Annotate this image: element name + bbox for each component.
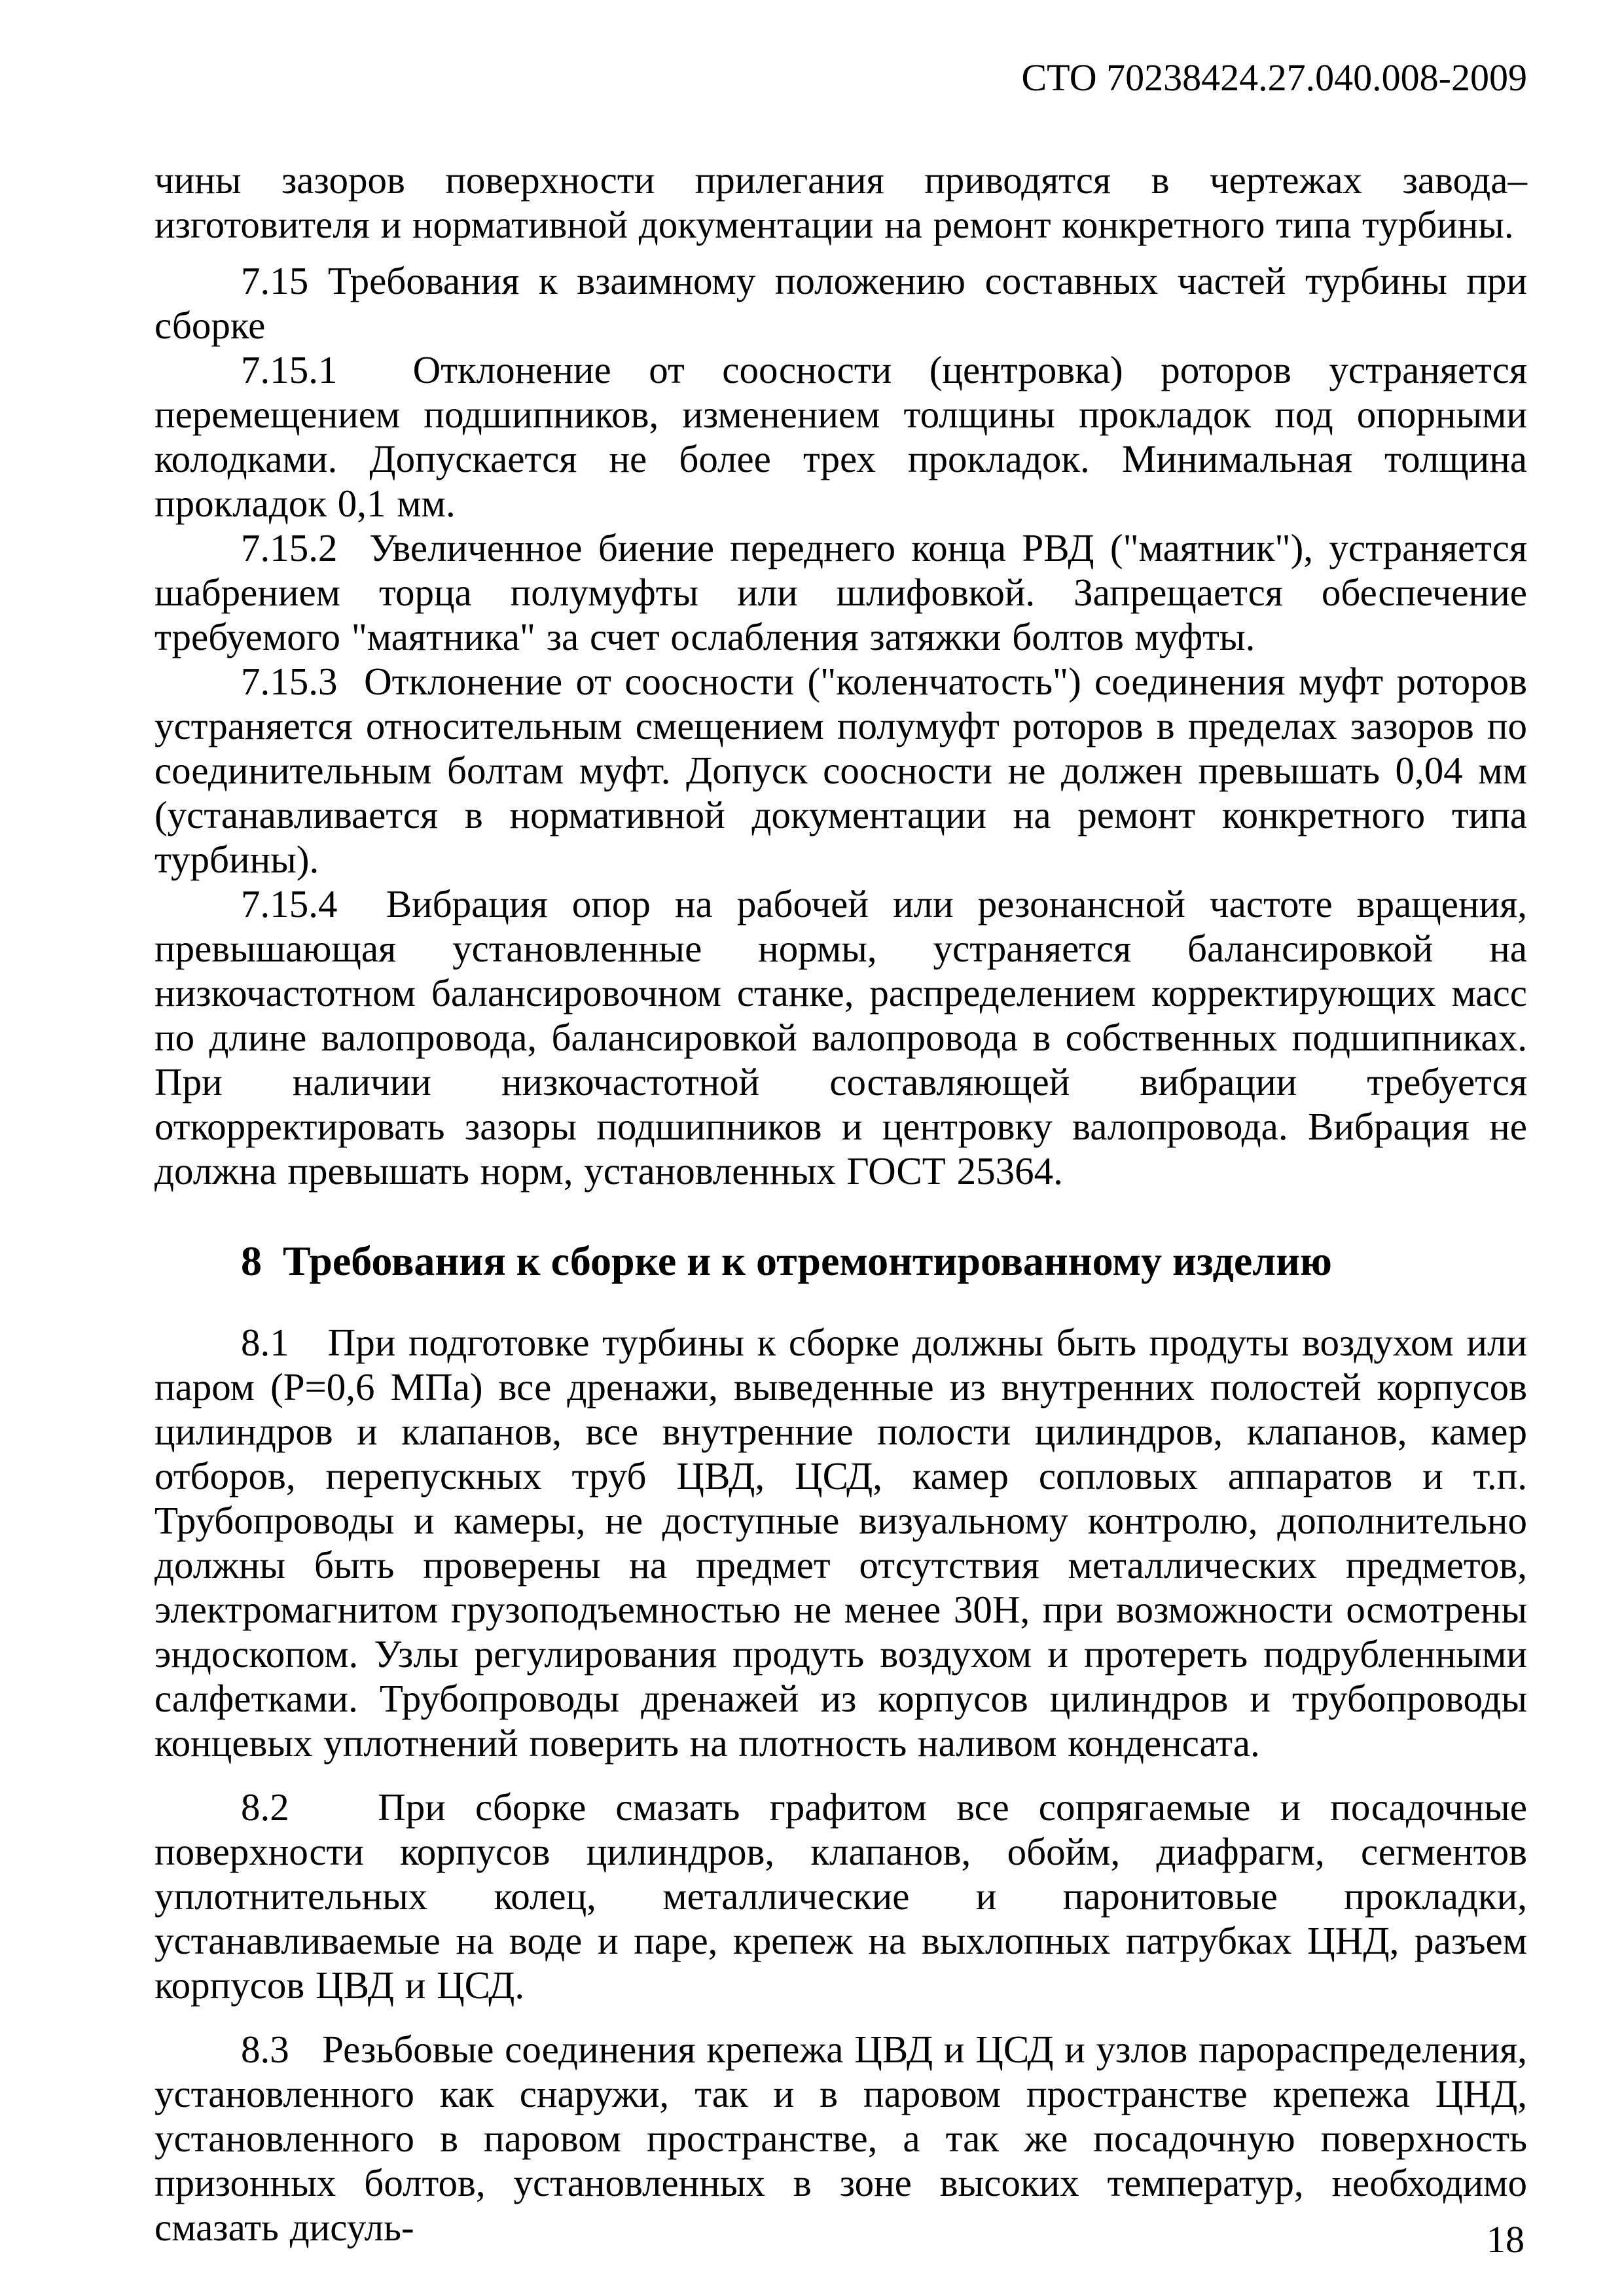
document-standard-code-header: СТО 70238424.27.040.008-2009 <box>1021 56 1527 99</box>
paragraph-7-15-3: 7.15.3 Отклонение от соосности ("коленчатость") соединения муфт роторов устраняется относительным смещением полумуфт роторов в пределах зазоров по соединительным болтам муфт. Допуск соосности не должен превышать 0,04 мм (устанавливается в нормативной документации на ремонт конкретного типа турбины). <box>154 660 1527 881</box>
paragraph-7-15-2: 7.15.2 Увеличенное биение переднего конца РВД ("маятник"), устраняется шабрением торца полумуфты или шлифовкой. Запрещается обеспечение требуемого "маятника" за счет ослабления затяжки болтов муфты. <box>154 526 1527 658</box>
paragraph-8-3: 8.3 Резьбовые соединения крепежа ЦВД и ЦСД и узлов парораспределения, установленного как снаружи, так и в паровом пространстве крепежа ЦНД, установленного в паровом пространстве, а так же посадочную поверхность призонных болтов, установленных в зоне высоких температур, необходимо смазать дисуль- <box>154 2028 1527 2249</box>
paragraph-8-1: 8.1 При подготовке турбины к сборке должны быть продуты воздухом или паром (Р=0,6 МПа) все дренажи, выведенные из внутренних полостей корпусов цилиндров и клапанов, все внутренние полости цилиндров, клапанов, камер отборов, перепускных труб ЦВД, ЦСД, камер сопловых аппаратов и т.п. Трубопроводы и камеры, не доступные визуальному контролю, дополнительно должны быть проверены на предмет отсутствия металлических предметов, электромагнитом грузоподъемностью не менее 30Н, при возможности осмотрены эндоскопом. Узлы регулирования продуть воздухом и протереть подрубленными салфетками. Трубопроводы дренажей из корпусов цилиндров и трубопроводы концевых уплотнений поверить на плотность наливом конденсата. <box>154 1321 1527 1765</box>
paragraph-7-15-1: 7.15.1 Отклонение от соосности (центровка) роторов устраняется перемещением подшипников, изменением толщины прокладок под опорными колодками. Допускается не более трех прокладок. Минимальная толщина прокладок 0,1 мм. <box>154 348 1527 525</box>
paragraph-7-15-4: 7.15.4 Вибрация опор на рабочей или резонансной частоте вращения, превышающая установленные нормы, устраняется балансировкой на низкочастотном балансировочном станке, распределением корректирующих масс по длине валопровода, балансировкой валопровода в собственных подшипниках. При наличии низкочастотной составляющей вибрации требуется откорректировать зазоры подшипников и центровку валопровода. Вибрация не должна превышать норм, установленных ГОСТ 25364. <box>154 882 1527 1193</box>
paragraph-8-2: 8.2 При сборке смазать графитом все сопрягаемые и посадочные поверхности корпусов цилиндров, клапанов, обойм, диафрагм, сегментов уплотнительных колец, металлические и паронитовые прокладки, устанавливаемые на воде и паре, крепеж на выхлопных патрубках ЦНД, разъем корпусов ЦВД и ЦСД. <box>154 1785 1527 2007</box>
paragraph-continuation: чины зазоров поверхности прилегания приводятся в чертежах завода–изготовителя и нормативной документации на ремонт конкретного типа турбины. <box>154 158 1527 246</box>
document-body <box>154 158 1527 2250</box>
page-number: 18 <box>1487 2218 1525 2261</box>
paragraph-7-15: 7.15 Требования к взаимному положению составных частей турбины при сборке <box>154 259 1527 347</box>
section-8-heading: 8 Требования к сборке и к отремонтированному изделию <box>241 1238 1332 1284</box>
